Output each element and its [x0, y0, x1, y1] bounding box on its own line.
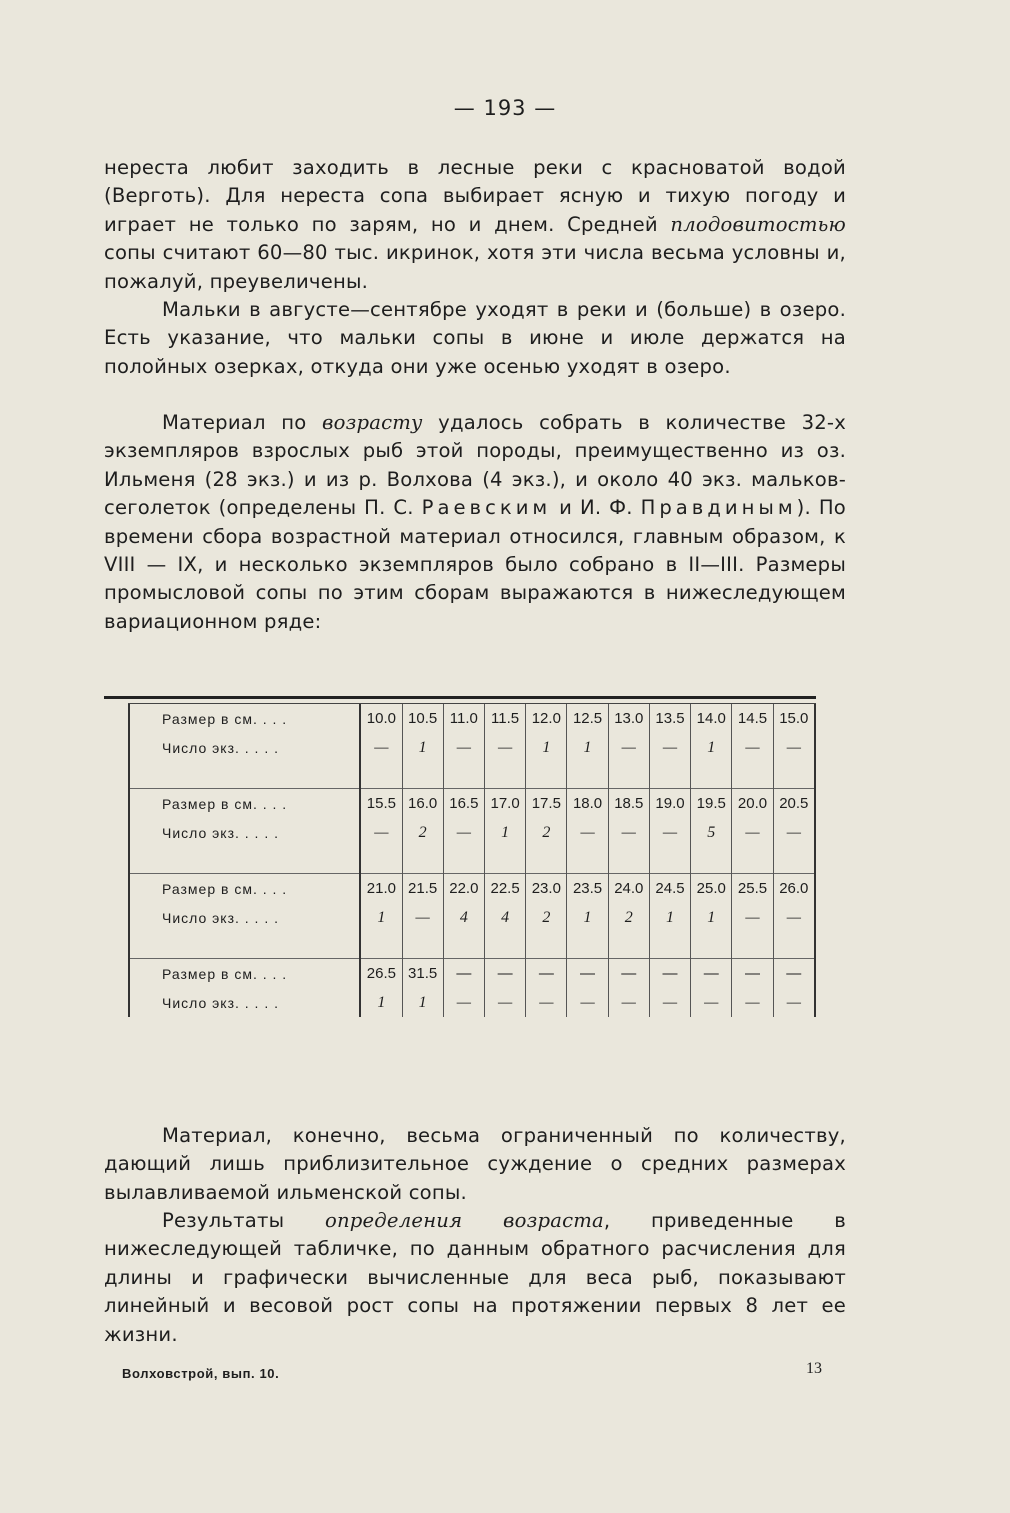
count-cell: — — [526, 988, 567, 1017]
spacer-cell — [360, 847, 402, 874]
count-cell: 4 — [443, 903, 484, 932]
count-cell: — — [649, 818, 690, 847]
count-cell: — — [443, 988, 484, 1017]
text-run: удалось собрать в количестве 32-х экземпляров взрослых рыб этой породы, преимущественно из оз. Ильменя (28 экз.) и из р. Волхова (4 экз.), и около 40 экз. мальков-сеголеток (определены П. С. — [104, 411, 846, 520]
spacer-cell — [608, 932, 649, 959]
size-cell: 11.5 — [484, 704, 525, 733]
spacer-cell — [443, 847, 484, 874]
spacer-cell — [608, 762, 649, 789]
spacer-cell — [773, 762, 815, 789]
size-cell: — — [567, 959, 608, 989]
spacer-cell — [649, 762, 690, 789]
spacer-cell — [691, 932, 732, 959]
count-cell: — — [732, 818, 773, 847]
spacer-cell — [773, 932, 815, 959]
count-cell: — — [691, 988, 732, 1017]
text-run: Материал по — [162, 411, 322, 434]
count-cell: — — [360, 818, 402, 847]
size-cell: 24.5 — [649, 874, 690, 904]
size-cell: — — [443, 959, 484, 989]
count-row-label: Число экз. . . . . — [129, 988, 360, 1017]
spacer-cell — [567, 932, 608, 959]
size-cell: 25.0 — [691, 874, 732, 904]
spacer-cell — [732, 762, 773, 789]
spacer-cell — [773, 847, 815, 874]
size-cell: — — [484, 959, 525, 989]
table-spacer-row — [129, 847, 815, 874]
size-cell: 13.5 — [649, 704, 690, 733]
size-cell: 10.5 — [402, 704, 443, 733]
spacer-cell — [526, 932, 567, 959]
size-row — [129, 874, 815, 904]
emphasis-text: возрасту — [321, 411, 423, 434]
table-spacer-row — [129, 762, 815, 789]
spacer-cell — [443, 932, 484, 959]
count-cell: — — [649, 988, 690, 1017]
size-cell: 14.5 — [732, 704, 773, 733]
spacer-cell — [484, 932, 525, 959]
count-cell: — — [443, 733, 484, 762]
size-cell: 12.0 — [526, 704, 567, 733]
size-series-table — [128, 704, 816, 1017]
count-cell: 1 — [649, 903, 690, 932]
paragraph-2: Мальки в августе—сентябре уходят в реки и (больше) в озеро. Есть указание, что мальки сопы в июне и июле держатся на полойных озерках, откуда они уже осенью уходят в озеро. — [104, 298, 846, 378]
size-cell: — — [773, 959, 815, 989]
spacer-cell — [732, 847, 773, 874]
size-cell: 23.0 — [526, 874, 567, 904]
count-cell: — — [608, 818, 649, 847]
size-cell: 21.5 — [402, 874, 443, 904]
size-row — [129, 704, 815, 733]
count-cell: 1 — [360, 903, 402, 932]
spacer-cell — [402, 762, 443, 789]
count-cell: 1 — [360, 988, 402, 1017]
size-row-label: Размер в см. . . . — [129, 704, 360, 733]
size-row-label: Размер в см. . . . — [129, 874, 360, 904]
count-cell: 1 — [402, 733, 443, 762]
size-cell: 18.0 — [567, 789, 608, 819]
size-cell: 21.0 — [360, 874, 402, 904]
size-cell: 22.5 — [484, 874, 525, 904]
spacer-cell — [649, 847, 690, 874]
count-cell: — — [402, 903, 443, 932]
size-cell: 31.5 — [402, 959, 443, 989]
size-cell: 16.5 — [443, 789, 484, 819]
size-cell: 19.0 — [649, 789, 690, 819]
size-cell: 20.0 — [732, 789, 773, 819]
count-cell: 4 — [484, 903, 525, 932]
size-cell: 15.0 — [773, 704, 815, 733]
size-cell: — — [608, 959, 649, 989]
spacer-cell — [129, 762, 360, 789]
count-cell: — — [773, 903, 815, 932]
count-cell: 1 — [567, 733, 608, 762]
count-cell: — — [484, 988, 525, 1017]
size-cell: 22.0 — [443, 874, 484, 904]
spacer-cell — [484, 847, 525, 874]
emphasis-text: плодовитостью — [670, 212, 846, 236]
size-row — [129, 789, 815, 819]
spacer-cell — [526, 762, 567, 789]
page-number: — 193 — — [453, 96, 557, 120]
spacer-cell — [567, 847, 608, 874]
text-run: и И. Ф. — [551, 496, 641, 520]
spacer-cell — [402, 847, 443, 874]
size-row — [129, 959, 815, 989]
count-cell: 1 — [402, 988, 443, 1017]
size-cell: 16.0 — [402, 789, 443, 819]
count-cell: 2 — [526, 818, 567, 847]
count-cell: 1 — [526, 733, 567, 762]
count-cell: — — [484, 733, 525, 762]
count-cell: — — [567, 818, 608, 847]
size-cell: 24.0 — [608, 874, 649, 904]
size-row-label: Размер в см. . . . — [129, 789, 360, 819]
footer-publication: Волховстрой, вып. 10. — [122, 1366, 280, 1381]
spacer-cell — [732, 932, 773, 959]
size-cell: 17.5 — [526, 789, 567, 819]
size-cell: 18.5 — [608, 789, 649, 819]
count-cell: 2 — [608, 903, 649, 932]
footer-signature-number: 13 — [806, 1360, 822, 1377]
size-cell: 26.0 — [773, 874, 815, 904]
size-cell: — — [526, 959, 567, 989]
spacer-cell — [129, 847, 360, 874]
count-cell: — — [732, 903, 773, 932]
count-cell: — — [608, 733, 649, 762]
spacer-cell — [649, 932, 690, 959]
paragraph-5 — [104, 1207, 846, 1349]
count-cell: 1 — [691, 903, 732, 932]
text-run: , приведенные в нижеследующей табличке, по данным обратного расчисления для длины и графически вычисленные для веса рыб, показывают линейный и весовой рост сопы на протяжении первых 8 лет ее жизни. — [104, 1209, 846, 1346]
count-cell: — — [360, 733, 402, 762]
size-cell: — — [649, 959, 690, 989]
count-cell: — — [773, 988, 815, 1017]
count-row-label: Число экз. . . . . — [129, 903, 360, 932]
paragraph-4: Материал, конечно, весьма ограниченный по количеству, дающий лишь приблизительное суждение о средних размерах вылавливаемой ильменской сопы. — [104, 1124, 846, 1204]
count-cell: — — [773, 818, 815, 847]
spacer-cell — [360, 762, 402, 789]
count-cell: — — [732, 988, 773, 1017]
count-row — [129, 903, 815, 932]
spacer-cell — [360, 932, 402, 959]
count-row — [129, 733, 815, 762]
count-cell: — — [773, 733, 815, 762]
count-cell: — — [732, 733, 773, 762]
count-cell: 5 — [691, 818, 732, 847]
spacer-cell — [129, 932, 360, 959]
size-cell: 10.0 — [360, 704, 402, 733]
size-cell: 23.5 — [567, 874, 608, 904]
text-run: сопы считают 60—80 тыс. икринок, хотя эти числа весьма условны и, пожалуй, преувеличены. — [104, 241, 846, 293]
spacer-cell — [691, 762, 732, 789]
size-cell: 13.0 — [608, 704, 649, 733]
size-cell: — — [691, 959, 732, 989]
emphasis-text: определения возраста — [324, 1209, 604, 1232]
spacer-cell — [402, 932, 443, 959]
count-row — [129, 988, 815, 1017]
author-name: Правдиным — [640, 496, 797, 520]
size-cell: 12.5 — [567, 704, 608, 733]
count-cell: — — [608, 988, 649, 1017]
spacer-cell — [484, 762, 525, 789]
count-cell: 2 — [526, 903, 567, 932]
text-run: ). По времени сбора возрастной материал относился, главным образом, к VIII — IX, и несколько экземпляров было собрано в II—III. Размеры промысловой сопы по этим сборам выражаются в нижеследующем вариационном ряде: — [104, 496, 846, 633]
size-cell: 20.5 — [773, 789, 815, 819]
paragraph-3 — [104, 409, 846, 636]
count-row-label: Число экз. . . . . — [129, 818, 360, 847]
size-cell: 15.5 — [360, 789, 402, 819]
count-cell: 1 — [484, 818, 525, 847]
spacer-cell — [526, 847, 567, 874]
paragraph-1 — [104, 154, 846, 296]
spacer-cell — [691, 847, 732, 874]
text-run: нереста любит заходить в лесные реки с красноватой водой (Верготь). Для нереста сопа выбирает ясную и тихую погоду и играет не только по зарям, но и днем. Средней — [104, 156, 846, 236]
size-cell: 14.0 — [691, 704, 732, 733]
spacer-cell — [567, 762, 608, 789]
count-cell: 1 — [691, 733, 732, 762]
text-run: Результаты — [162, 1209, 325, 1232]
count-cell: 1 — [567, 903, 608, 932]
size-cell: — — [732, 959, 773, 989]
author-name: Раевским — [421, 496, 552, 520]
count-cell: — — [443, 818, 484, 847]
count-cell: — — [567, 988, 608, 1017]
count-row-label: Число экз. . . . . — [129, 733, 360, 762]
count-cell: 2 — [402, 818, 443, 847]
spacer-cell — [443, 762, 484, 789]
size-cell: 25.5 — [732, 874, 773, 904]
count-cell: — — [649, 733, 690, 762]
table-spacer-row — [129, 932, 815, 959]
table-top-rule — [104, 696, 816, 699]
size-cell: 17.0 — [484, 789, 525, 819]
size-cell: 26.5 — [360, 959, 402, 989]
size-cell: 11.0 — [443, 704, 484, 733]
size-cell: 19.5 — [691, 789, 732, 819]
count-row — [129, 818, 815, 847]
size-row-label: Размер в см. . . . — [129, 959, 360, 989]
spacer-cell — [608, 847, 649, 874]
